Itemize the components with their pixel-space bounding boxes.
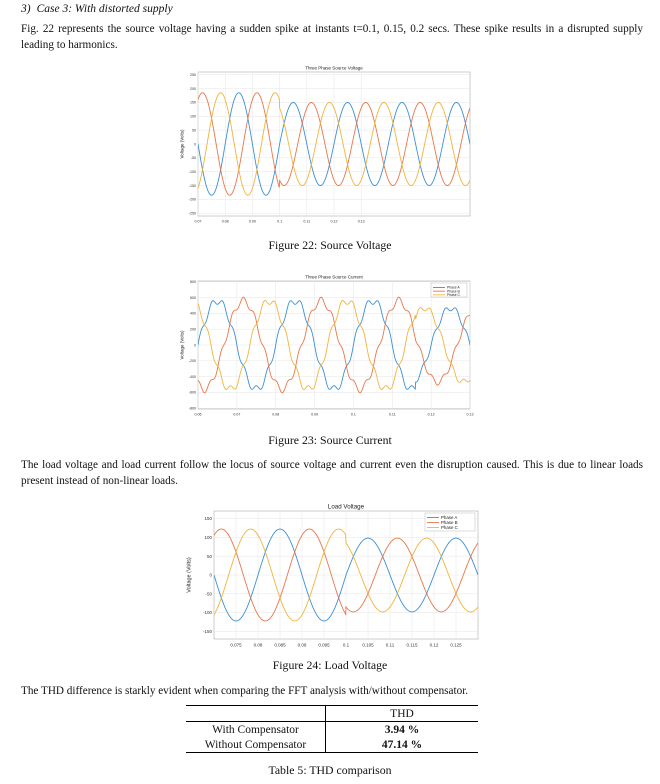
y-tick-label: -50 [205, 591, 212, 597]
x-tick-label: 0.11 [303, 219, 311, 224]
section-heading [21, 3, 173, 15]
y-tick-label: 200 [190, 327, 196, 332]
x-tick-label: 0.11 [388, 412, 396, 417]
legend-label: Phase A [441, 515, 458, 521]
y-axis-label: Voltage (Volts) [186, 557, 193, 593]
y-tick-label: 400 [190, 311, 196, 316]
y-tick-label: -250 [188, 211, 196, 216]
legend-label: Phase C [441, 525, 458, 531]
table-row [186, 722, 478, 738]
x-tick-label: 0.07 [233, 412, 241, 417]
x-tick-label: 0.09 [297, 642, 307, 648]
table-header-empty [186, 706, 326, 722]
row-label: With Compensator [186, 722, 326, 738]
y-axis-label: Voltage (Volts) [179, 129, 185, 159]
y-tick-label: -200 [188, 359, 196, 364]
x-tick-label: 0.095 [318, 642, 330, 648]
x-tick-label: 0.125 [450, 642, 462, 648]
x-tick-label: 0.08 [253, 642, 263, 648]
x-tick-label: 0.075 [230, 642, 242, 648]
chart-title: Load Voltage [327, 503, 365, 511]
x-tick-label: 0.09 [311, 412, 319, 417]
y-tick-label: -150 [188, 183, 196, 188]
source-voltage-chart [178, 62, 474, 230]
x-tick-label: 0.12 [330, 219, 338, 224]
x-tick-label: 0.1 [277, 219, 283, 224]
x-tick-label: 0.105 [362, 642, 374, 648]
paragraph-thd: The THD difference is starkly evident when comparing the FFT analysis with/without compensator. [21, 685, 469, 697]
y-tick-label: -100 [188, 169, 196, 174]
section-number: 3) [21, 3, 31, 15]
y-tick-label: 100 [204, 534, 212, 540]
x-tick-label: 0.1 [350, 412, 356, 417]
x-tick-label: 0.11 [385, 642, 395, 648]
y-tick-label: 250 [190, 73, 196, 78]
figure-source-voltage [178, 62, 474, 230]
caption-figure-22: Figure 22: Source Voltage [268, 238, 392, 252]
load-voltage-chart [184, 497, 482, 655]
y-tick-label: 200 [190, 86, 196, 91]
legend-label: Phase C [447, 293, 461, 298]
x-tick-label: 0.085 [274, 642, 286, 648]
y-tick-label: 0 [194, 343, 196, 348]
caption-figure-23: Figure 23: Source Current [268, 433, 392, 447]
chart-title: Three Phase Source Voltage [305, 65, 363, 71]
y-tick-label: 600 [190, 295, 196, 300]
y-tick-label: -200 [188, 197, 196, 202]
table-header-row [186, 706, 478, 722]
thd-comparison-table [186, 705, 478, 753]
source-current-chart [178, 271, 474, 421]
y-tick-label: 150 [204, 516, 212, 522]
caption-figure-24: Figure 24: Load Voltage [272, 658, 388, 672]
x-tick-label: 0.08 [221, 219, 229, 224]
x-tick-label: 0.12 [429, 642, 439, 648]
y-axis-label: Voltage (Volts) [179, 330, 185, 360]
y-tick-label: 150 [190, 100, 196, 105]
table-header-thd: THD [326, 706, 479, 722]
x-tick-label: 0.13 [357, 219, 365, 224]
y-tick-label: 0 [194, 142, 196, 147]
y-tick-label: -800 [188, 406, 196, 411]
legend-label: Phase A [447, 285, 460, 290]
x-tick-label: 0.12 [427, 412, 435, 417]
table-row [186, 737, 478, 753]
y-tick-label: -50 [190, 156, 196, 161]
figure-source-current [178, 271, 474, 421]
x-tick-label: 0.115 [406, 642, 418, 648]
paragraph-intro: Fig. 22 represents the source voltage having a sudden spike at instants t=0.1, 0.15, 0.2 secs. These spike results in a disrupted supply leading to harmonics. [21, 23, 643, 51]
row-value: 47.14 % [326, 737, 479, 753]
x-tick-label: 0.09 [248, 219, 256, 224]
x-tick-label: 0.08 [272, 412, 280, 417]
y-tick-label: 800 [190, 280, 196, 285]
x-tick-label: 0.07 [194, 219, 202, 224]
row-label: Without Compensator [186, 737, 326, 753]
x-tick-label: 0.1 [342, 642, 350, 648]
paragraph-load: The load voltage and load current follow the locus of source voltage and current even the disruption caused. This is due to linear loads present instead of non-linear loads. [21, 459, 643, 487]
legend-label: Phase B [447, 289, 460, 294]
x-tick-label: 0.13 [466, 412, 474, 417]
y-tick-label: -100 [202, 610, 212, 616]
y-tick-label: 0 [209, 572, 212, 578]
chart-title: Three Phase Source Current [305, 274, 363, 280]
y-tick-label: -600 [188, 390, 196, 395]
row-value: 3.94 % [326, 722, 479, 738]
figure-load-voltage [184, 497, 482, 655]
caption-table-5: Table 5: THD comparison [268, 763, 392, 777]
section-title: Case 3: With distorted supply [36, 3, 173, 15]
y-tick-label: 50 [192, 128, 196, 133]
y-tick-label: 100 [190, 114, 196, 119]
legend-label: Phase B [441, 520, 458, 526]
x-tick-label: 0.06 [194, 412, 202, 417]
y-tick-label: -400 [188, 374, 196, 379]
y-tick-label: -150 [202, 629, 212, 635]
y-tick-label: 50 [206, 553, 212, 559]
